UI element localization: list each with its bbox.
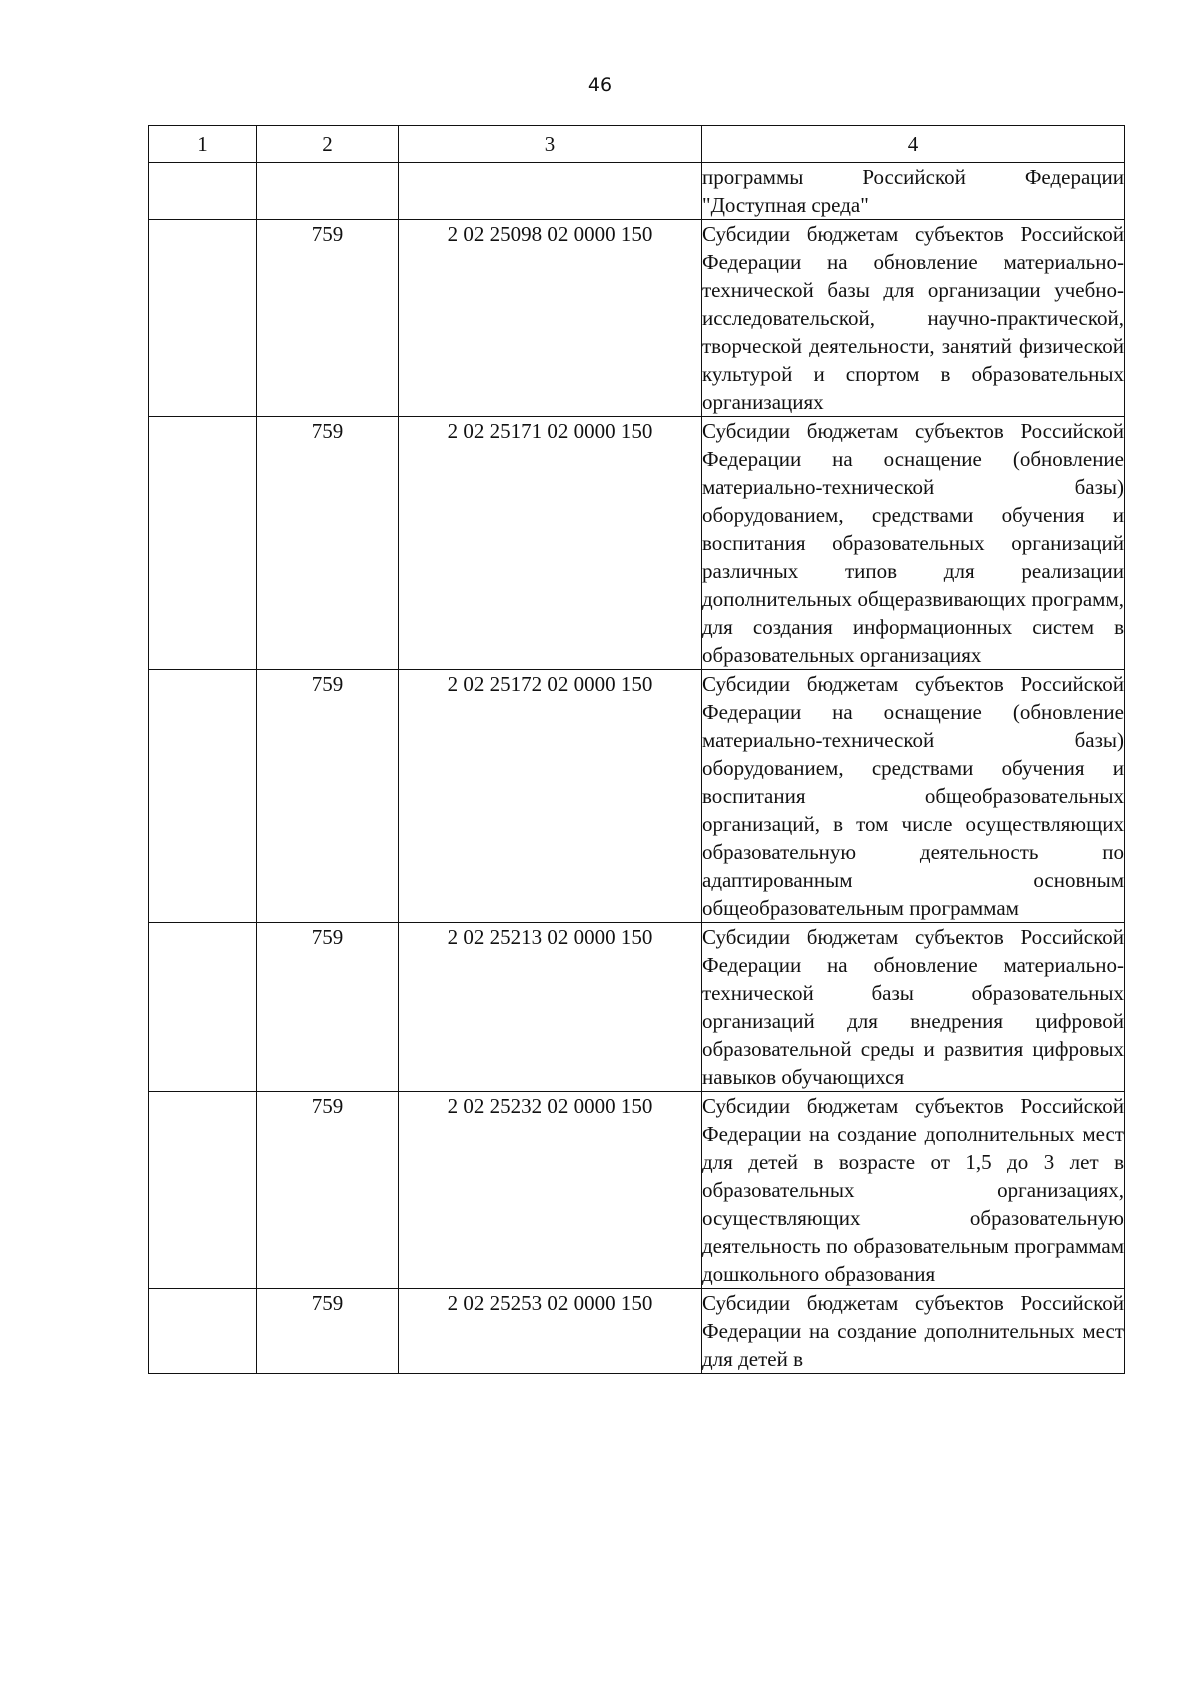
cell-description: Субсидии бюджетам субъектов Российской Федерации на оснащение (обновление материально-технической базы) оборудованием, средствами обучения и воспитания общеобразовательных организаций, в том числе осуществляющих образовательную деятельность по адаптированным основным общеобразовательным программам bbox=[702, 670, 1125, 923]
cell-col1 bbox=[149, 417, 257, 670]
cell-col1 bbox=[149, 923, 257, 1092]
cell-admin-code: 759 bbox=[257, 1092, 399, 1289]
cell-col1 bbox=[149, 220, 257, 417]
cell-budget-code bbox=[399, 163, 702, 220]
table-row bbox=[149, 923, 1125, 1092]
column-header-3: 3 bbox=[399, 126, 702, 163]
cell-description: Субсидии бюджетам субъектов Российской Федерации на оснащение (обновление материально-технической базы) оборудованием, средствами обучения и воспитания образовательных организаций различных типов для реализации дополнительных общеразвивающих программ, для создания информационных систем в образовательных организациях bbox=[702, 417, 1125, 670]
column-header-4: 4 bbox=[702, 126, 1125, 163]
cell-budget-code: 2 02 25172 02 0000 150 bbox=[399, 670, 702, 923]
table-row bbox=[149, 670, 1125, 923]
cell-description: Субсидии бюджетам субъектов Российской Федерации на обновление материально-технической базы образовательных организаций для внедрения цифровой образовательной среды и развития цифровых навыков обучающихся bbox=[702, 923, 1125, 1092]
cell-admin-code: 759 bbox=[257, 670, 399, 923]
table-row bbox=[149, 163, 1125, 220]
budget-code-table bbox=[148, 125, 1125, 1374]
table-header-row bbox=[149, 126, 1125, 163]
column-header-1: 1 bbox=[149, 126, 257, 163]
cell-admin-code bbox=[257, 163, 399, 220]
cell-budget-code: 2 02 25171 02 0000 150 bbox=[399, 417, 702, 670]
cell-admin-code: 759 bbox=[257, 417, 399, 670]
table-row bbox=[149, 1289, 1125, 1374]
cell-description: программы Российской Федерации "Доступная среда" bbox=[702, 163, 1125, 220]
table-row bbox=[149, 220, 1125, 417]
cell-admin-code: 759 bbox=[257, 220, 399, 417]
cell-col1 bbox=[149, 1289, 257, 1374]
cell-budget-code: 2 02 25253 02 0000 150 bbox=[399, 1289, 702, 1374]
cell-description: Субсидии бюджетам субъектов Российской Федерации на создание дополнительных мест для детей в bbox=[702, 1289, 1125, 1374]
cell-col1 bbox=[149, 163, 257, 220]
cell-budget-code: 2 02 25098 02 0000 150 bbox=[399, 220, 702, 417]
cell-col1 bbox=[149, 1092, 257, 1289]
cell-admin-code: 759 bbox=[257, 1289, 399, 1374]
table-row bbox=[149, 1092, 1125, 1289]
cell-description: Субсидии бюджетам субъектов Российской Федерации на создание дополнительных мест для детей в возрасте от 1,5 до 3 лет в образовательных организациях, осуществляющих образовательную деятельность по образовательным программам дошкольного образования bbox=[702, 1092, 1125, 1289]
cell-budget-code: 2 02 25213 02 0000 150 bbox=[399, 923, 702, 1092]
cell-description: Субсидии бюджетам субъектов Российской Федерации на обновление материально-технической базы для организации учебно-исследовательской, научно-практической, творческой деятельности, занятий физической культурой и спортом в образовательных организациях bbox=[702, 220, 1125, 417]
cell-col1 bbox=[149, 670, 257, 923]
page-number: 46 bbox=[587, 74, 613, 96]
cell-admin-code: 759 bbox=[257, 923, 399, 1092]
column-header-2: 2 bbox=[257, 126, 399, 163]
table-row bbox=[149, 417, 1125, 670]
cell-budget-code: 2 02 25232 02 0000 150 bbox=[399, 1092, 702, 1289]
